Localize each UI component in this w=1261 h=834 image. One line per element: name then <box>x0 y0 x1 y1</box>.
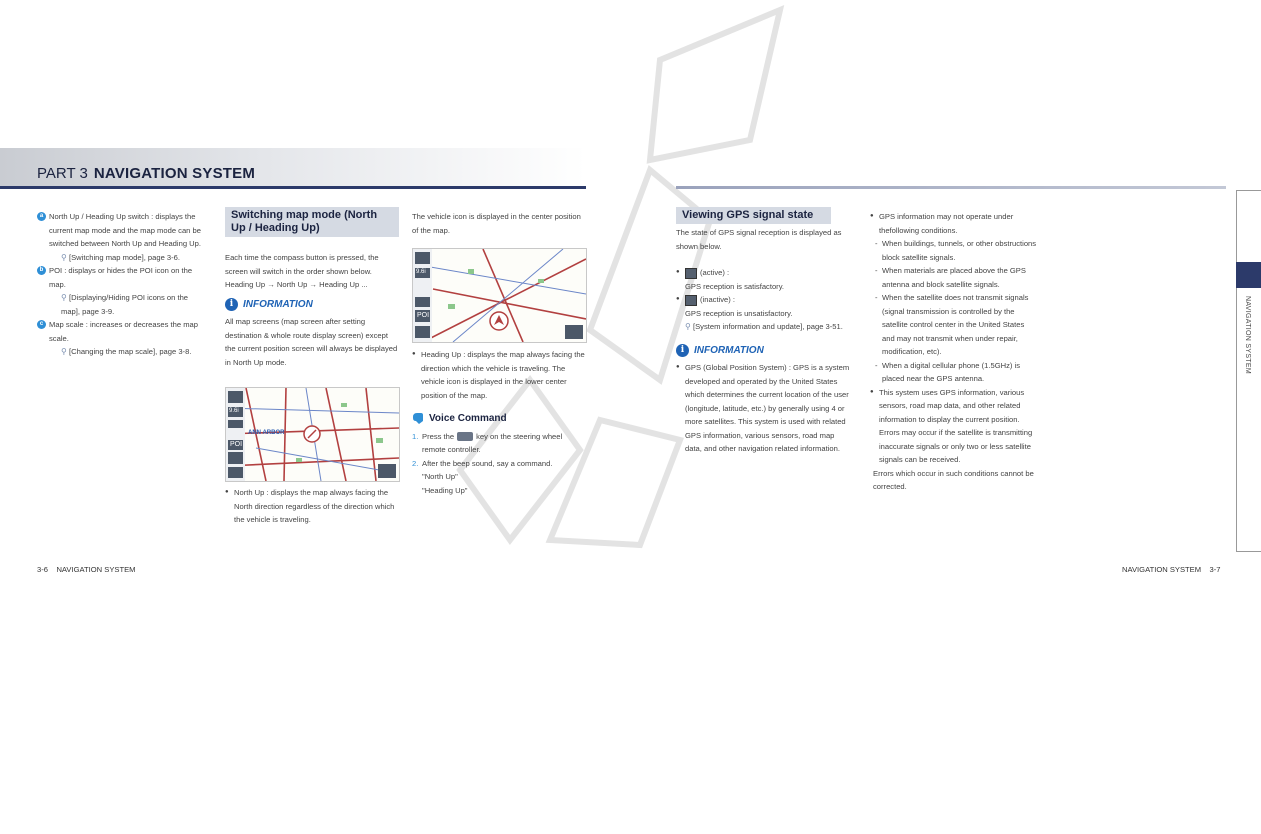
footer-right-label: NAVIGATION SYSTEM <box>1122 565 1202 574</box>
voice-command-title: Voice Command <box>429 413 507 424</box>
reference-text-a: [Switching map mode], page 3-6. <box>69 252 181 262</box>
reference-c <box>49 345 209 359</box>
talk-key-icon <box>457 432 473 441</box>
gps-information-heading <box>676 344 850 358</box>
map-scale-label: 9.6i <box>229 408 239 414</box>
voice-command-icon <box>412 412 424 425</box>
section-heading-switching: Switching map mode (North Up / Heading Up) <box>225 207 399 237</box>
gps-information-text: ● GPS (Global Position System) : GPS is a system developed and operated by the United States which determines the current location of the user (longitude, latitude, etc.) by generally using 4 or more satellites. This system is used with related GPS information, various sensors, road map data, and other navigation related information. <box>676 361 850 456</box>
legend-item-c <box>37 318 209 359</box>
reference-text-c: [Changing the map scale], page 3-8. <box>69 347 192 356</box>
column-1 <box>37 210 209 359</box>
header-rule-left <box>0 186 586 189</box>
section-heading-gps: Viewing GPS signal state <box>676 207 831 224</box>
map-poi-label-2: POI <box>417 312 430 319</box>
footer-right-page: 3-7 <box>1209 565 1221 574</box>
gps-active-desc: GPS reception is satisfactory. <box>685 281 785 291</box>
column-3 <box>412 210 586 237</box>
information-title: INFORMATION <box>243 298 313 310</box>
gps-inactive-row <box>676 293 850 307</box>
reference-text-b: [Displaying/Hiding POI icons on the map], page 3-9. <box>61 293 189 316</box>
magnifier-icon: ⚲ <box>61 252 67 262</box>
part-number: PART 3 <box>37 165 88 182</box>
reference-b <box>49 291 209 318</box>
reference-a <box>49 251 209 265</box>
side-tab-text: NAVIGATION SYSTEM <box>1244 296 1251 374</box>
footer-left-label: NAVIGATION SYSTEM <box>56 565 136 574</box>
information-text: All map screens (map screen after setting destination & whole route display screen) except the current position screen will always be displayed in North Up mode. <box>225 317 398 367</box>
side-tab-marker <box>1236 262 1261 288</box>
step-number: 2. <box>412 458 419 468</box>
voice-command-north-up: "North Up" <box>422 472 458 481</box>
gps-active-row <box>676 266 850 280</box>
page-title <box>37 165 255 182</box>
map-city-label: ANN ARBOR <box>248 430 285 436</box>
header-rule-right <box>676 186 1226 189</box>
badge-a-icon: a <box>37 212 46 221</box>
gps-limitation-2: - When materials are placed above the GPS antenna and block satellite signals. <box>870 264 1037 291</box>
gps-error-tail: Errors which occur in such conditions cannot be corrected. <box>873 468 1034 491</box>
magnifier-icon: ⚲ <box>685 322 691 331</box>
step-number: 1. <box>412 431 419 441</box>
step-2-text: After the beep sound, say a command. <box>422 458 553 468</box>
column-2 <box>225 207 399 369</box>
gps-active-label: (active) : <box>700 268 730 277</box>
gps-intro: The state of GPS signal reception is displayed as shown below. <box>676 228 842 251</box>
voice-step-2 <box>412 457 586 471</box>
gps-limitation-intro: ● GPS information may not operate under thefollowing conditions. <box>870 210 1037 237</box>
side-tab-label <box>1236 296 1261 386</box>
gps-error-paragraph: ● This system uses GPS information, various sensors, road map data, and other related information to display the current position. Errors may occur if the satellite is transmitting inaccurate signals or only two or less satellite signals can be received. <box>870 386 1037 467</box>
footer-left <box>37 565 135 574</box>
map-scale-label-2: 9.6i <box>416 269 426 275</box>
gps-limitation-4: - When a digital cellular phone (1.5GHz) is placed near the GPS antenna. <box>870 359 1037 386</box>
legend-text-a: North Up / Heading Up switch : displays the current map mode and the map mode can be switched between North Up and Heading Up. <box>49 212 201 248</box>
column-2-bottom <box>225 486 399 527</box>
vehicle-icon-intro: The vehicle icon is displayed in the center position of the map. <box>412 212 581 235</box>
badge-c-icon: c <box>37 320 46 329</box>
map-screenshot-north-up <box>225 387 400 482</box>
info-icon: i <box>676 344 689 357</box>
legend-item-a <box>37 210 209 264</box>
gps-inactive-label: (inactive) : <box>700 295 736 304</box>
map-screenshot-heading-up <box>412 248 587 343</box>
column-5 <box>870 210 1037 494</box>
legend-item-b <box>37 264 209 318</box>
map-poi-label: POI <box>230 441 243 448</box>
magnifier-icon: ⚲ <box>61 347 67 356</box>
map-graphic-2 <box>413 249 586 342</box>
part-title-text: NAVIGATION SYSTEM <box>93 165 256 182</box>
step-1-after: key on the steering wheel remote controller. <box>422 431 563 454</box>
legend-text-b: POI : displays or hides the POI icon on the map. <box>49 266 193 289</box>
magnifier-icon: ⚲ <box>61 293 67 302</box>
voice-step-1 <box>412 430 586 457</box>
footer-right <box>1122 565 1220 574</box>
switching-paragraph: Each time the compass button is pressed, the screen will switch in the order shown below. Heading Up → North Up → Heading Up ... <box>225 253 379 289</box>
gps-inactive-icon <box>685 295 697 306</box>
gps-reference <box>676 320 850 334</box>
column-3-bottom <box>412 348 586 497</box>
legend-text-c: Map scale : increases or decreases the map scale. <box>49 320 198 343</box>
voice-command-heading <box>412 412 586 426</box>
north-up-description: ● North Up : displays the map always facing the North direction regardless of the direction which the vehicle is traveling. <box>225 486 399 527</box>
step-1-before: Press the <box>422 431 455 441</box>
heading-up-description: ● Heading Up : displays the map always facing the direction which the vehicle is traveling. The vehicle icon is displayed in the lower center position of the map. <box>412 348 586 402</box>
gps-active-icon <box>685 268 697 279</box>
gps-limitation-1: - When buildings, tunnels, or other obstructions block satellite signals. <box>870 237 1037 264</box>
badge-b-icon: b <box>37 266 46 275</box>
info-icon: i <box>225 298 238 311</box>
information-heading <box>225 298 399 312</box>
column-4 <box>676 207 850 456</box>
gps-information-title: INFORMATION <box>694 344 764 356</box>
gps-inactive-desc: GPS reception is unsatisfactory. <box>685 308 793 318</box>
footer-left-page: 3-6 <box>37 565 48 574</box>
voice-command-heading-up: "Heading Up" <box>422 485 468 495</box>
gps-limitation-3: - When the satellite does not transmit signals (signal transmission is controlled by the satellite control center in the United States and may not transmit when under repair, modification, etc). <box>870 291 1037 359</box>
gps-reference-text: [System information and update], page 3-51. <box>693 322 843 331</box>
